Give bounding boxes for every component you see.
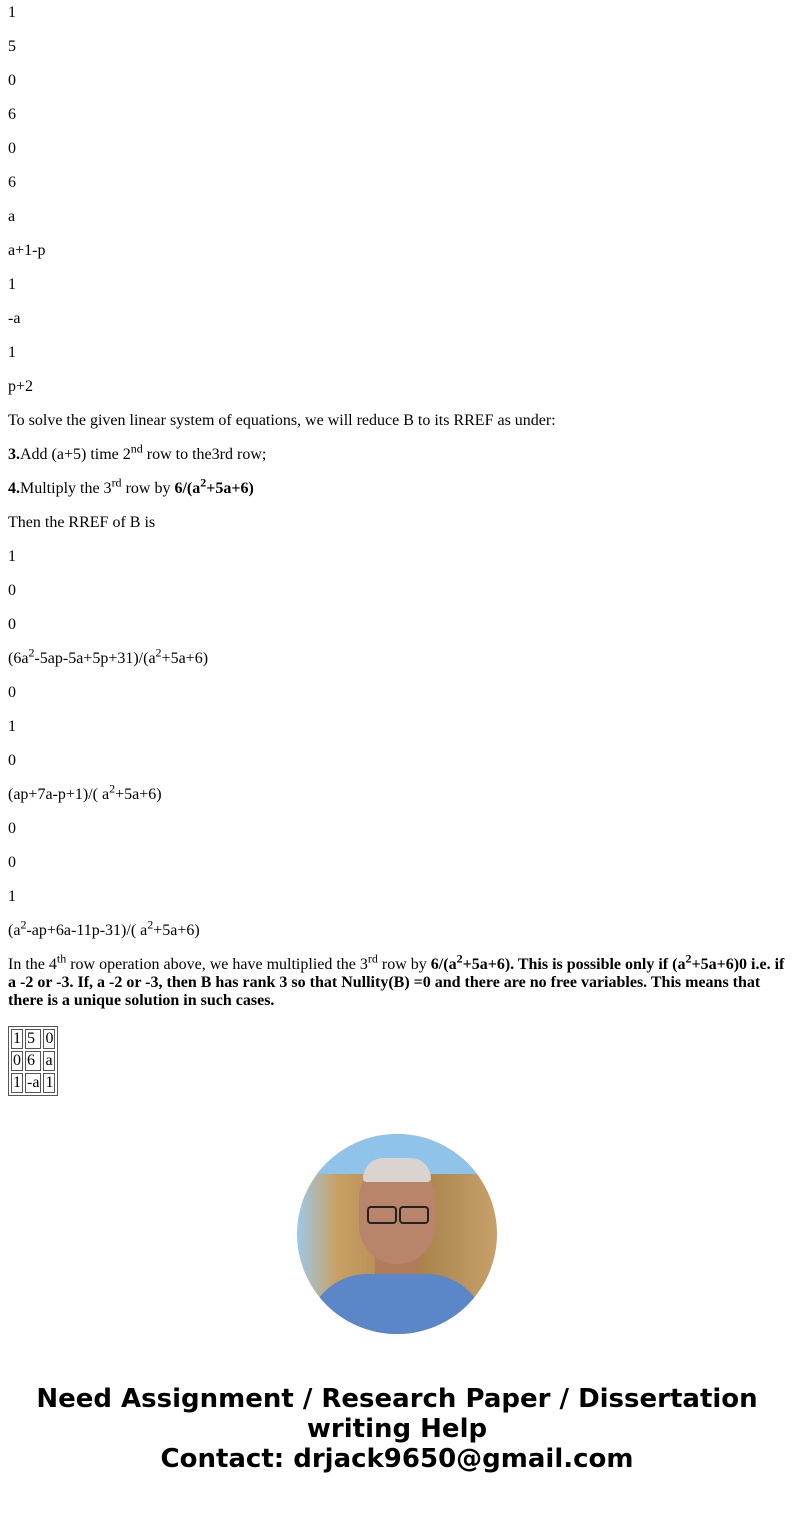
matrix-entry: 0 <box>8 72 16 89</box>
table-cell: 0 <box>13 1052 21 1069</box>
matrix-entry: 6 <box>8 106 16 123</box>
rref-entry: $(6a^2-5ap-5a+5p+31)/(a^2+5a+6)$ <box>8 645 209 667</box>
matrix-entry: -a <box>8 310 21 327</box>
rref-entry: (ap+7a-p+1)/( $a^2+5a+6$) <box>8 781 162 803</box>
table-cell: 1 <box>13 1074 21 1091</box>
matrix-entry: 1 <box>8 276 16 293</box>
table-cell: 5 <box>25 1029 41 1049</box>
table-row <box>11 1051 55 1071</box>
conclusion: In the 4th row operation above, we have multiplied the 3rd row by $6/(a^2+5a+6)$. This is possible only if $(a^2+5a+6)0$ i.e. if a -2 or -3. If, a -2 or -3, then B has rank 3 so that Nullity(B) =0 and there are no free variables. This means that there is a unique solution in such cases. <box>8 951 785 1009</box>
rref-intro: Then the RREF of B is <box>8 514 156 531</box>
matrix-entry: a+1-p <box>8 242 46 259</box>
step-number: 4. <box>8 480 20 497</box>
step-text: row by <box>121 480 175 497</box>
step-formula: $6/(a^2+5a+6)$ <box>174 475 254 497</box>
step-number: 3. <box>8 446 20 463</box>
table-cell: 6 <box>25 1051 41 1071</box>
matrix-entry: a <box>8 208 16 225</box>
matrix-entry: 0 <box>8 140 16 157</box>
rref-entry: 0 <box>8 616 16 633</box>
footer-line-1: Need Assignment / Research Paper / Dissertation writing Help <box>36 1384 758 1444</box>
matrix-entry: 5 <box>8 38 16 55</box>
table-cell: a <box>43 1051 55 1071</box>
document-body <box>8 4 786 1474</box>
rref-entry: $(a^2-ap+6a-11p-31)/$( $a^2+5a+6$) <box>8 917 200 939</box>
matrix-table <box>8 1026 58 1096</box>
table-row <box>11 1073 55 1093</box>
matrix-entries <box>8 4 786 396</box>
glasses-icon <box>365 1206 429 1222</box>
footer-heading <box>8 1384 786 1474</box>
step-4 <box>8 475 786 498</box>
table-row <box>11 1029 55 1049</box>
step-3 <box>8 441 786 464</box>
table-cell: 1 <box>13 1030 21 1047</box>
table-cell: -a <box>27 1074 40 1091</box>
step-text: Add (a+5) time 2 <box>20 446 131 463</box>
footer-contact[interactable]: Contact: drjack9650@gmail.com <box>160 1444 634 1474</box>
rref-entries <box>8 548 786 940</box>
rref-entry: 0 <box>8 582 16 599</box>
matrix-entry: 1 <box>8 4 16 21</box>
rref-entry: 0 <box>8 820 16 837</box>
superscript: nd <box>130 441 143 456</box>
superscript: rd <box>111 475 122 490</box>
matrix-entry: 6 <box>8 174 16 191</box>
intro-text: To solve the given linear system of equations, we will reduce B to its RREF as under: <box>8 412 556 429</box>
rref-entry: 0 <box>8 752 16 769</box>
table-cell: 0 <box>45 1030 54 1047</box>
rref-entry: 0 <box>8 854 16 871</box>
rref-entry: 0 <box>8 684 16 701</box>
step-text: Multiply the 3 <box>20 480 112 497</box>
author-avatar <box>297 1134 497 1334</box>
step-text: row to the3rd row; <box>142 446 267 463</box>
rref-entry: 1 <box>8 888 16 905</box>
matrix-entry: 1 <box>8 344 16 361</box>
rref-entry: 1 <box>8 548 16 565</box>
table-cell: 1 <box>45 1074 54 1091</box>
matrix-entry: p+2 <box>8 378 34 395</box>
rref-entry: 1 <box>8 718 16 735</box>
